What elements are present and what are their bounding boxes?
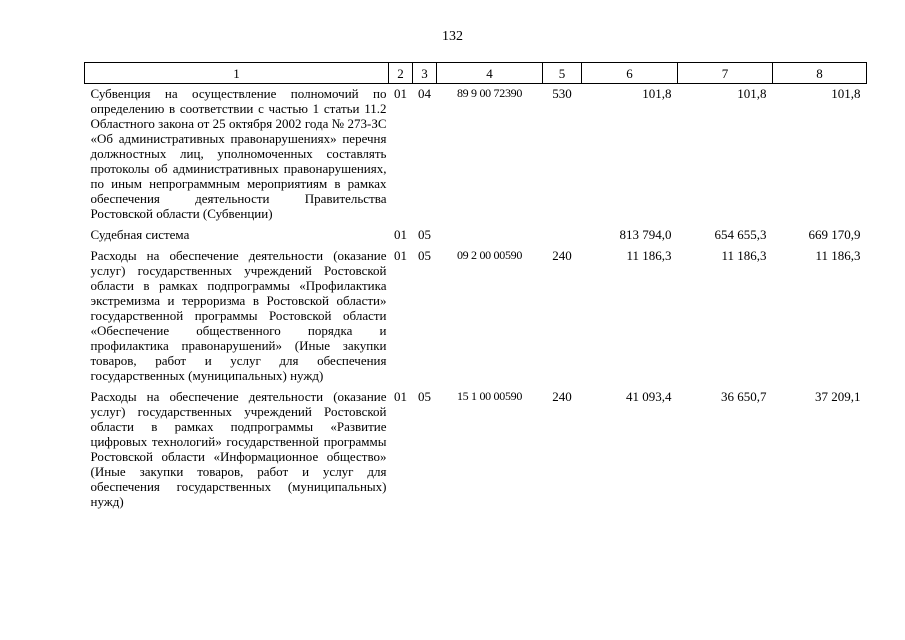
header-cell-6: 6 bbox=[582, 63, 678, 84]
row-target-article: 15 1 00 00590 bbox=[456, 389, 523, 403]
row-subsection: 05 bbox=[418, 248, 431, 263]
header-cell-7: 7 bbox=[678, 63, 773, 84]
table-row bbox=[85, 225, 867, 246]
row-amount-year1: 813 794,0 bbox=[619, 227, 672, 242]
table-body bbox=[85, 84, 867, 514]
row-subsection: 04 bbox=[418, 86, 431, 101]
budget-table bbox=[84, 62, 867, 513]
row-section: 01 bbox=[394, 86, 407, 101]
row-amount-year2: 11 186,3 bbox=[721, 248, 767, 263]
row-amount-year2: 654 655,3 bbox=[714, 227, 767, 242]
budget-table-container bbox=[84, 62, 866, 513]
table-row bbox=[85, 246, 867, 387]
row-amount-year1: 101,8 bbox=[642, 86, 672, 101]
row-amount-year2: 36 650,7 bbox=[721, 389, 767, 404]
row-expense-type bbox=[543, 225, 582, 246]
row-description: Субвенция на осуществление полномочий по определению в соответствии с частью 1 статьи 11.2 Областного закона от 25 октября 2002 года № 273-ЗС «Об административных правонарушениях» перечня должностных лиц, уполномоченных составлять протоколы об административных правонарушениях, по иным непрограммным мероприятиям в рамках обеспечения деятельности Правительства Ростовской области (Субвенции) bbox=[90, 86, 387, 221]
header-row bbox=[85, 63, 867, 84]
row-subsection: 05 bbox=[418, 227, 431, 242]
row-section: 01 bbox=[394, 227, 407, 242]
row-amount-year1: 11 186,3 bbox=[626, 248, 672, 263]
row-section: 01 bbox=[394, 248, 407, 263]
table-row bbox=[85, 84, 867, 226]
header-cell-4: 4 bbox=[437, 63, 543, 84]
header-cell-1: 1 bbox=[85, 63, 389, 84]
row-amount-year3: 37 209,1 bbox=[815, 389, 861, 404]
row-section: 01 bbox=[394, 389, 407, 404]
row-description: Расходы на обеспечение деятельности (оказание услуг) государственных учреждений Ростовской области в рамках подпрограммы «Профилактика экстремизма и терроризма в Ростовской области» государственной программы Ростовской области «Обеспечение общественного порядка и профилактика правонарушений» (Иные закупки товаров, работ и услуг для обеспечения государственных (муниципальных) нужд) bbox=[90, 248, 387, 383]
row-amount-year3: 669 170,9 bbox=[808, 227, 861, 242]
table-row bbox=[85, 387, 867, 513]
row-target-article: 09 2 00 00590 bbox=[456, 248, 523, 262]
row-description: Судебная система bbox=[90, 227, 190, 242]
row-amount-year3: 11 186,3 bbox=[815, 248, 861, 263]
header-cell-8: 8 bbox=[773, 63, 867, 84]
row-subsection: 05 bbox=[418, 389, 431, 404]
row-expense-type: 240 bbox=[552, 389, 572, 404]
row-amount-year1: 41 093,4 bbox=[626, 389, 672, 404]
header-cell-2: 2 bbox=[389, 63, 413, 84]
row-amount-year2: 101,8 bbox=[737, 86, 767, 101]
row-target-article: 89 9 00 72390 bbox=[456, 86, 523, 100]
row-expense-type: 530 bbox=[552, 86, 572, 101]
row-amount-year3: 101,8 bbox=[831, 86, 861, 101]
row-target-article bbox=[437, 225, 543, 246]
header-cell-5: 5 bbox=[543, 63, 582, 84]
table-header bbox=[85, 63, 867, 84]
page-number: 132 bbox=[442, 29, 463, 44]
row-description: Расходы на обеспечение деятельности (оказание услуг) государственных учреждений Ростовской области в рамках подпрограммы «Развитие цифровых технологий» государственной программы Ростовской области «Информационное общество» (Иные закупки товаров, работ и услуг для обеспечения государственных (муниципальных) нужд) bbox=[90, 389, 387, 509]
header-cell-3: 3 bbox=[413, 63, 437, 84]
row-expense-type: 240 bbox=[552, 248, 572, 263]
